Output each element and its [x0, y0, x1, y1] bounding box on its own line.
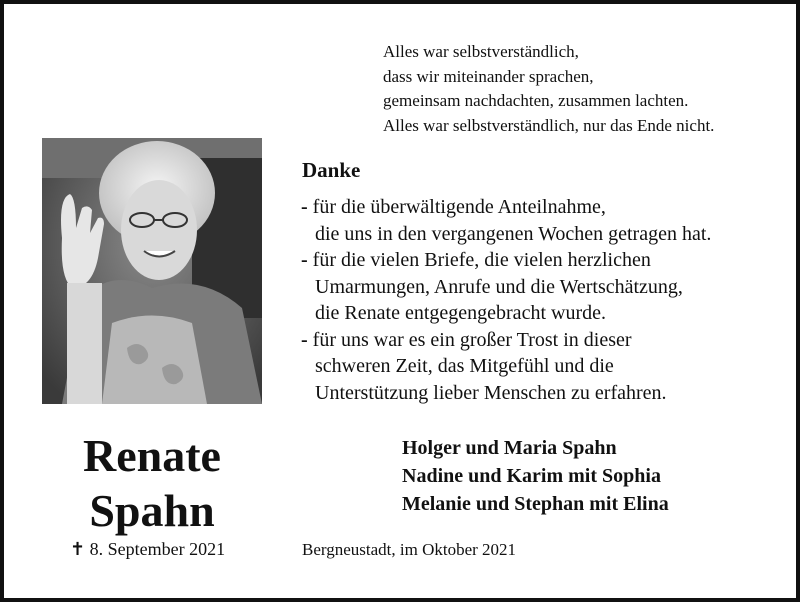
list-item-text: die Renate entgegengebracht wurde.: [315, 302, 606, 324]
list-item: [301, 247, 711, 274]
portrait-photo: [42, 138, 262, 404]
deceased-first-name: Renate: [83, 430, 221, 481]
list-item-text: Unterstützung lieber Menschen zu erfahren.: [315, 381, 667, 404]
list-item: [301, 194, 711, 221]
list-item-text: für uns war es ein großer Trost in dieser: [312, 328, 632, 351]
deceased-last-name: Spahn: [89, 485, 215, 536]
bullet-dash: -: [301, 328, 308, 351]
bullet-dash: -: [301, 249, 308, 271]
cross-icon: ✝: [70, 539, 86, 559]
list-item-text: für die vielen Briefe, die vielen herzlichen: [312, 249, 651, 271]
poem-line: dass wir miteinander sprachen,: [383, 66, 594, 86]
list-item: [301, 221, 711, 248]
poem-line: Alles war selbstverständlich, nur das Ende nicht.: [383, 115, 715, 135]
portrait-photo-icon: [42, 138, 262, 404]
list-item: [301, 380, 711, 407]
poem: [383, 40, 714, 138]
list-item-text: für die überwältigende Anteilnahme,: [312, 196, 606, 218]
bullet-dash: -: [301, 196, 308, 218]
poem-line: gemeinsam nachdachten, zusammen lachten.: [383, 91, 689, 110]
list-item: [301, 274, 711, 301]
family-line: Nadine und Karim mit Sophia: [402, 465, 661, 487]
list-item: [301, 327, 711, 354]
poem-line: Alles war selbstverständlich,: [383, 42, 579, 61]
list-item-text: schweren Zeit, das Mitgefühl und die: [315, 355, 614, 377]
list-item: [301, 353, 711, 380]
list-item-text: die uns in den vergangenen Wochen getragen hat.: [315, 222, 712, 245]
family-line: Holger und Maria Spahn: [402, 437, 617, 459]
list-item-text: Umarmungen, Anrufe und die Wertschätzung,: [315, 275, 683, 298]
death-date-text: 8. September 2021: [89, 539, 226, 559]
death-date: [70, 539, 225, 560]
list-item: [301, 300, 711, 327]
family-line: Melanie und Stephan mit Elina: [402, 493, 669, 515]
family-signatures: [402, 434, 669, 518]
thanks-heading: Danke: [302, 158, 361, 182]
thanks-list: [301, 194, 711, 406]
place-date: Bergneustadt, im Oktober 2021: [302, 540, 517, 559]
